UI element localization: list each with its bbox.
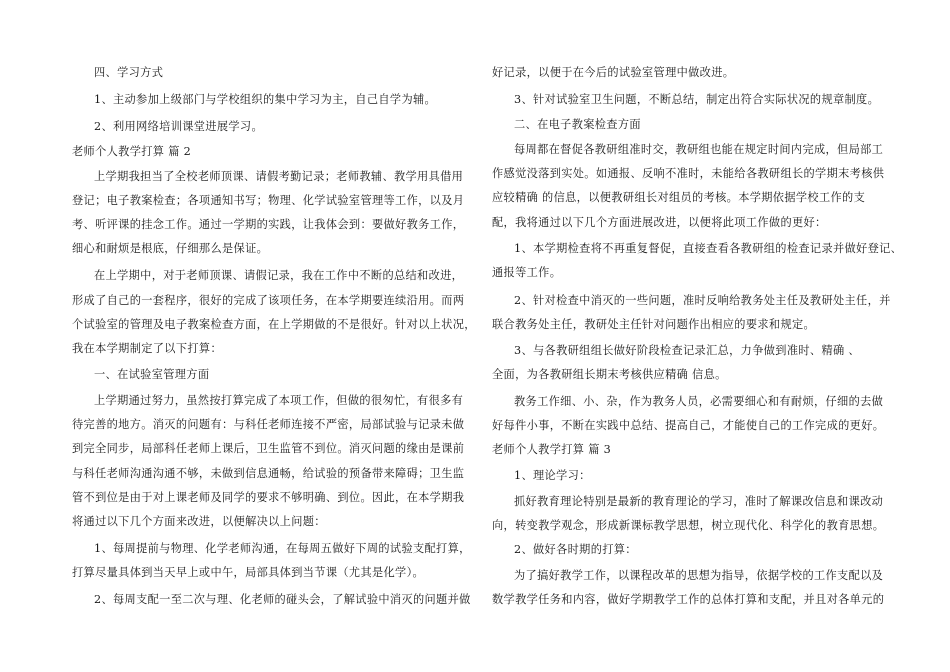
left-line-18: 管不到位是由于对上课老师及同学的要求不够明确、到位。因此，在本学期我 — [72, 491, 465, 504]
right-line-22: 数学教学任务和内容，做好学期教学工作的总体打算和支配，并且对各单元的 — [492, 593, 885, 606]
right-line-21: 为了搞好教学工作，以课程改革的思想为指导，依据学校的工作支配以及 — [514, 569, 884, 582]
right-line-13: 全面，为各教研组长期末考核供应精确 信息。 — [492, 368, 727, 381]
right-line-19: 向，转变教学观念，形成新课标教学思想，树立现代化、科学化的教育思想。 — [492, 519, 885, 532]
right-line-4: 每周都在督促各教研组准时交，教研组也能在规定时间内完成，但局部工 — [514, 143, 884, 156]
section-heading-2: 老师个人教学打算 篇 2 — [72, 145, 192, 158]
right-line-10: 2、针对检查中消灭的一些问题，准时反响给教务处主任及教研处主任，并 — [514, 294, 891, 307]
left-line-17: 与科任老师沟通沟通不够，未做到信息通畅，给试验的预备带来障碍；卫生监 — [72, 467, 465, 480]
right-line-2: 3、针对试验室卫生问题，不断总结，制定出符合实际状况的规章制度。 — [514, 93, 880, 106]
right-line-3: 二、在电子教案检查方面 — [514, 118, 641, 131]
left-line-16: 到完全同步，局部科任老师上课后，卫生监管不到位。消灭问题的缘由是课前 — [72, 442, 465, 455]
left-line-1: 四、学习方式 — [94, 66, 164, 79]
left-line-14: 上学期通过努力，虽然按打算完成了本项工作，但做的很匆忙，有很多有 — [94, 394, 464, 407]
right-line-5: 作感觉没落到实处。如通报、反响不准时，未能给各教研组长的学期末考核供 — [492, 167, 885, 180]
left-line-21: 打算尽量具体到当天早上或中午，局部具体到当节课（尤其是化学）。 — [72, 566, 425, 579]
right-line-18: 抓好教育理论特别是最新的教育理论的学习，准时了解课改信息和课改动 — [514, 495, 884, 508]
left-line-7: 考、听评课的挂念工作。通过一学期的实践，让我体会到：要做好教务工作， — [72, 218, 465, 231]
right-line-1: 好记录，以便于在今后的试验室管理中做改进。 — [492, 66, 735, 79]
right-line-9: 通报等工作。 — [492, 266, 562, 279]
left-line-20: 1、每周提前与物理、化学老师沟通，在每周五做好下周的试验支配打算， — [94, 542, 471, 555]
section-heading-3: 老师个人教学打算 篇 3 — [492, 443, 612, 456]
left-line-11: 个试验室的管理及电子教案检查方面，在上学期做的不是很好。针对以上状况， — [72, 318, 476, 331]
left-line-22: 2、每周支配一至二次与理、化老师的碰头会，了解试验中消灭的问题并做 — [94, 593, 471, 606]
right-line-7: 配，我将通过以下几个方面进展改进，以便将此项工作做的更好： — [492, 216, 827, 229]
right-line-11: 联合教务处主任，教研处主任针对问题作出相应的要求和规定。 — [492, 318, 816, 331]
right-line-20: 2、做好各时期的打算： — [514, 543, 637, 556]
left-line-3: 2、利用网络培训课堂进展学习。 — [94, 120, 263, 133]
left-line-15: 待完善的地方。消灭的问题有：与科任老师连接不严密，局部试验与记录未做 — [72, 418, 465, 431]
left-line-8: 细心和耐烦是根底，仔细那么是保证。 — [72, 242, 269, 255]
left-line-9: 在上学期中，对于老师顶课、请假记录，我在工作中不断的总结和改进， — [94, 269, 464, 282]
right-line-17: 1、理论学习： — [514, 469, 591, 482]
left-line-2: 1、主动参加上级部门与学校组织的集中学习为主，自己自学为辅。 — [94, 93, 437, 106]
right-line-6: 应较精确 的信息，以便教研组长对组员的考核。本学期依据学校工作的支 — [492, 191, 866, 204]
right-line-14: 教务工作细、小、杂，作为教务人员，必需要细心和有耐烦，仔细的去做 — [514, 395, 884, 408]
left-line-5: 上学期我担当了全校老师顶课、请假考勤记录；老师教辅、教学用具借用 — [94, 170, 464, 183]
right-line-15: 好每件小事，不断在实践中总结、提高自己，才能使自己的工作完成的更好。 — [492, 419, 885, 432]
left-line-12: 我在本学期制定了以下打算： — [72, 342, 222, 355]
left-line-13: 一、在试验室管理方面 — [94, 368, 210, 381]
right-line-12: 3、与各教研组组长做好阶段检查记录汇总，力争做到准时、精确 、 — [514, 344, 860, 357]
left-line-6: 登记；电子教案检查；各项通知书写；物理、化学试验室管理等工作，以及月 — [72, 194, 465, 207]
left-line-19: 将通过以下几个方面来改进，以便解决以上问题： — [72, 515, 326, 528]
right-line-8: 1、本学期检查将不再重复督促，直接查看各教研组的检查记录并做好登记、 — [514, 242, 903, 255]
left-line-10: 形成了自己的一套程序，很好的完成了该项任务，在本学期要连续沿用。而两 — [72, 294, 465, 307]
